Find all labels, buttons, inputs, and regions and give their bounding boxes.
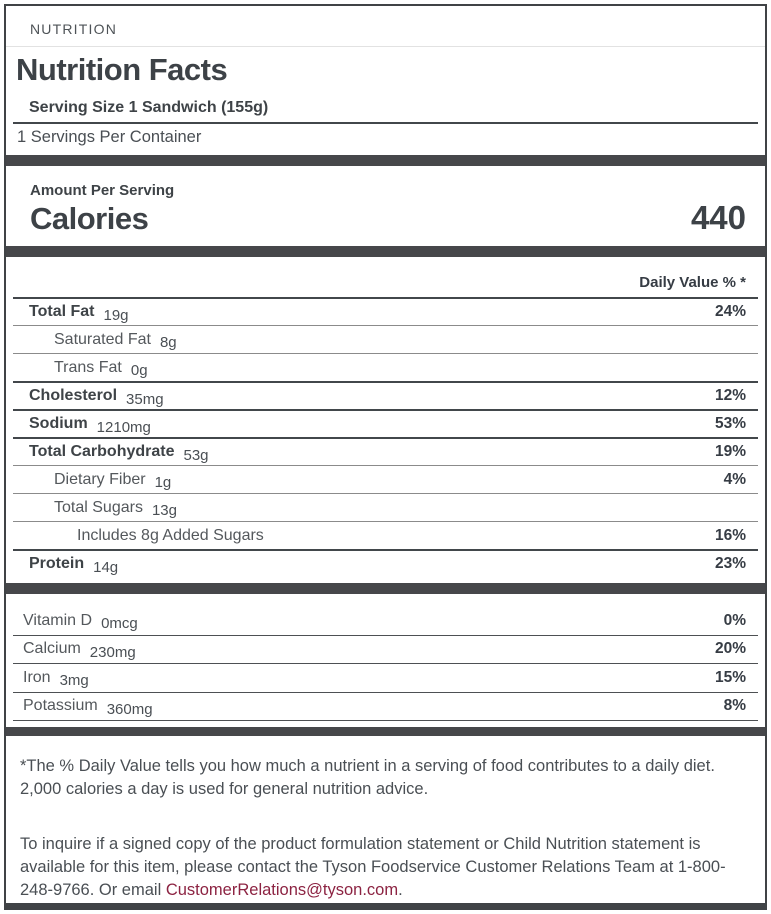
nutrient-daily-value: 23% (714, 555, 746, 572)
vitamin-name: Calcium (23, 640, 81, 658)
nutrient-name: Protein (29, 555, 85, 572)
nutrient-name: Total Fat (29, 303, 95, 320)
nutrient-name: Saturated Fat (54, 330, 151, 348)
nutrient-row-cholesterol (13, 381, 758, 409)
vitamin-row-potassium (13, 693, 758, 722)
separator-bar-calories (6, 246, 765, 257)
daily-value-header: Daily Value % * (639, 274, 746, 291)
separator-bar-macros (6, 583, 765, 594)
nutrient-row-sodium (13, 409, 758, 437)
nutrient-row-total-carbohydrate (13, 437, 758, 465)
nutrient-amount: 53g (183, 446, 209, 464)
vitamin-name: Iron (23, 668, 51, 686)
nutrient-name: Cholesterol (29, 387, 118, 404)
nutrient-amount: 19g (103, 306, 129, 324)
nutrient-amount: 13g (151, 502, 177, 519)
header-divider (6, 46, 765, 47)
vitamin-daily-value: 15% (714, 668, 746, 686)
nutrient-row-total-fat (13, 297, 758, 325)
serving-size: Serving Size 1 Sandwich (155g) (13, 88, 758, 124)
nutrient-row-added-sugars (13, 521, 758, 549)
daily-value-footnote: *The % Daily Value tells you how much a nutrient in a serving of food contributes to a daily diet. 2,000 calories a day is used for general nutrition advice. (20, 757, 715, 798)
nutrient-name: Total Carbohydrate (29, 443, 175, 460)
vitamin-row-calcium (13, 636, 758, 665)
nutrient-amount: 14g (93, 558, 119, 576)
nutrient-table (13, 297, 758, 577)
vitamin-amount: 0mcg (101, 615, 138, 633)
inquiry-text-after: . (398, 881, 403, 899)
amount-per-serving-label: Amount Per Serving (30, 182, 175, 199)
vitamin-row-iron (13, 664, 758, 693)
vitamin-table (13, 594, 758, 721)
nutrient-amount: 8g (159, 334, 177, 351)
vitamin-amount: 360mg (106, 700, 153, 718)
nutrient-daily-value: 4% (723, 470, 746, 488)
vitamin-name: Vitamin D (23, 611, 93, 629)
nutrient-name: Trans Fat (54, 358, 122, 376)
footnotes (20, 755, 751, 902)
nutrition-label-panel (4, 4, 767, 910)
vitamin-row-vitamin-d (13, 607, 758, 636)
nutrient-amount: 1210mg (96, 418, 151, 436)
nutrient-name: Sodium (29, 415, 88, 432)
inquiry-text-before: To inquire if a signed copy of the product formulation statement or Child Nutrition statement is available for this item, please contact the Tyson Foodservice Customer Relations Team at 1-800-248-9766. Or email (20, 835, 726, 899)
nutrient-row-trans-fat (13, 353, 758, 381)
nutrient-daily-value: 12% (714, 387, 746, 404)
vitamin-daily-value: 20% (714, 640, 746, 658)
separator-bar-vitamins (6, 727, 765, 736)
calories-label: Calories (30, 201, 149, 236)
nutrient-daily-value: 19% (714, 443, 746, 460)
nutrient-amount: 1g (154, 474, 172, 491)
nutrient-name: Total Sugars (54, 498, 143, 516)
customer-relations-email-link[interactable]: CustomerRelations@tyson.com (165, 881, 399, 899)
separator-bar-top (6, 155, 765, 166)
calories-row (30, 199, 746, 237)
nutrient-row-dietary-fiber (13, 465, 758, 493)
vitamin-daily-value: 0% (723, 611, 746, 629)
servings-per-container: 1 Servings Per Container (17, 128, 202, 146)
nutrient-row-protein (13, 549, 758, 577)
inquiry-footnote (20, 833, 751, 902)
nutrient-row-total-sugars (13, 493, 758, 521)
nutrient-daily-value: 16% (714, 526, 746, 544)
vitamin-name: Potassium (23, 697, 98, 715)
nutrition-facts-title: Nutrition Facts (16, 52, 228, 87)
nutrient-daily-value: 24% (714, 303, 746, 320)
vitamin-amount: 3mg (59, 672, 89, 690)
nutrient-daily-value: 53% (714, 415, 746, 432)
nutrient-row-saturated-fat (13, 325, 758, 353)
nutrient-name: Dietary Fiber (54, 470, 146, 488)
nutrient-amount: 0g (130, 362, 148, 379)
vitamin-amount: 230mg (89, 643, 136, 661)
vitamin-daily-value: 8% (723, 697, 746, 715)
nutrient-name: Includes 8g Added Sugars (77, 526, 264, 544)
calories-value: 440 (690, 199, 746, 236)
section-label: NUTRITION (30, 21, 118, 37)
nutrient-amount: 35mg (126, 390, 164, 408)
